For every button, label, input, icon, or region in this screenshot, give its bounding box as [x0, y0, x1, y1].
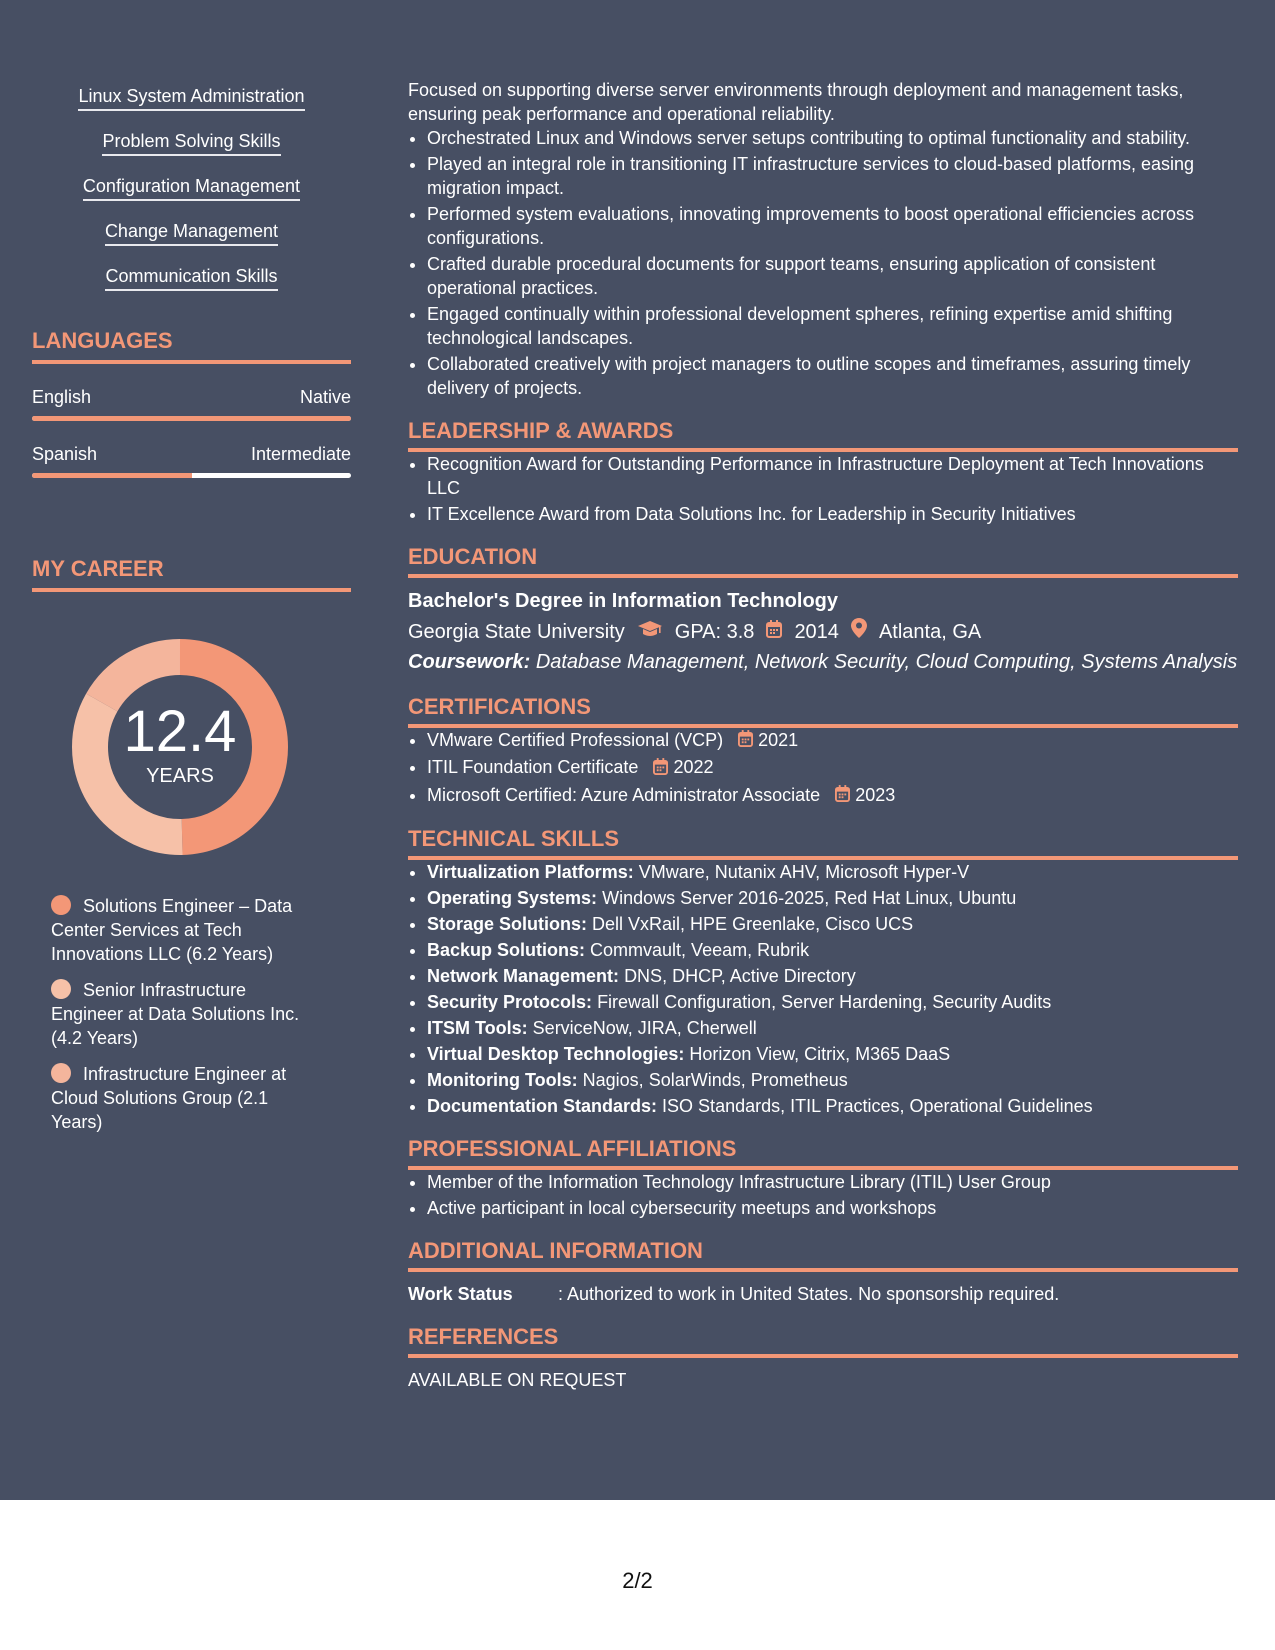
school-location: Atlanta, GA — [878, 621, 982, 643]
leadership-section — [408, 418, 1238, 526]
calendar-icon — [766, 618, 782, 646]
skill-values: Windows Server 2016-2025, Red Hat Linux, Ubuntu — [602, 887, 1017, 908]
affiliations-heading: PROFESSIONAL AFFILIATIONS — [408, 1136, 1238, 1170]
skill-values: Horizon View, Citrix, M365 DaaS — [689, 1043, 951, 1064]
work-status-label: Work Status — [408, 1283, 513, 1304]
affiliation-item: • Member of the Information Technology Infrastructure Library (ITIL) User Group — [427, 1170, 1238, 1194]
career-legend-item — [51, 1062, 321, 1134]
career-role-label: Infrastructure Engineer at Cloud Solutions Group (2.1 Years) — [51, 1064, 287, 1132]
additional-info-heading: ADDITIONAL INFORMATION — [408, 1238, 1238, 1272]
experience-bullets — [408, 126, 1238, 400]
career-legend — [51, 894, 321, 1134]
experience-bullet: • Performed system evaluations, innovating improvements to boost operational efficiencies across configurations. — [427, 202, 1238, 250]
affiliations-list — [408, 1170, 1238, 1220]
technical-skills-heading: TECHNICAL SKILLS — [408, 826, 1238, 860]
skill-values: ISO Standards, ITIL Practices, Operational Guidelines — [662, 1095, 1093, 1116]
right-column — [408, 78, 1238, 1392]
career-donut-chart — [65, 632, 295, 862]
skill-values: ServiceNow, JIRA, Cherwell — [532, 1017, 757, 1038]
leadership-heading: LEADERSHIP & AWARDS — [408, 418, 1238, 452]
certifications-section — [408, 694, 1238, 808]
degree-title: Bachelor's Degree in Information Technology — [408, 590, 839, 612]
skill-category: Storage Solutions: — [427, 913, 588, 934]
certification-year: 2021 — [758, 730, 799, 750]
skill-category: Backup Solutions: — [427, 939, 586, 960]
certification-year: 2022 — [673, 757, 714, 778]
skill-item — [32, 174, 351, 200]
skill-category: Documentation Standards: — [427, 1095, 658, 1116]
work-status-value: : Authorized to work in United States. No sponsorship required. — [558, 1283, 1060, 1304]
education-meta — [408, 618, 1238, 646]
references-section — [408, 1324, 1238, 1392]
experience-bullet: • Orchestrated Linux and Windows server setups contributing to optimal functionality and stability. — [427, 126, 1238, 150]
education-section — [408, 544, 1238, 676]
left-column — [32, 84, 351, 1146]
technical-skills-list — [408, 860, 1238, 1118]
career-heading: MY CAREER — [32, 556, 351, 592]
technical-skill-item — [427, 964, 1238, 988]
skill-category: Operating Systems: — [427, 887, 598, 908]
technical-skill-item — [427, 1016, 1238, 1040]
technical-skill-item — [427, 1094, 1238, 1118]
career-total-years: 12.4 — [123, 699, 237, 764]
certifications-heading: CERTIFICATIONS — [408, 694, 1238, 728]
career-role-label: Senior Infrastructure Engineer at Data Solutions Inc. (4.2 Years) — [51, 980, 300, 1048]
technical-skill-item — [427, 1042, 1238, 1066]
affiliation-item: • Active participant in local cybersecurity meetups and workshops — [427, 1196, 1238, 1220]
skill-category: ITSM Tools: — [427, 1017, 528, 1038]
technical-skill-item — [427, 860, 1238, 884]
leadership-list — [408, 452, 1238, 526]
language-level-bar — [32, 416, 351, 421]
skill-values: VMware, Nutanix AHV, Microsoft Hyper-V — [638, 861, 970, 882]
experience-bullet: • Engaged continually within professional development spheres, refining expertise amid shifting technological landscapes. — [427, 302, 1238, 350]
skill-item — [32, 264, 351, 290]
certification-name: Microsoft Certified: Azure Administrator Associate — [427, 784, 821, 805]
legend-dot-icon — [51, 979, 71, 999]
certification-name: VMware Certified Professional (VCP) — [427, 730, 724, 750]
career-legend-item — [51, 894, 321, 966]
experience-section — [408, 78, 1238, 400]
language-item — [32, 386, 351, 421]
skill-label: Communication Skills — [105, 264, 277, 291]
certification-item — [427, 728, 1238, 753]
skill-item — [32, 129, 351, 155]
skill-values: Dell VxRail, HPE Greenlake, Cisco UCS — [592, 913, 914, 934]
languages-section — [32, 328, 351, 478]
language-level-fill — [32, 416, 351, 421]
language-name: Spanish — [32, 444, 98, 464]
language-level-bar — [32, 473, 351, 478]
certifications-list — [408, 728, 1238, 808]
skill-category: Virtual Desktop Technologies: — [427, 1043, 685, 1064]
school-name: Georgia State University — [408, 621, 625, 643]
certification-name: ITIL Foundation Certificate — [427, 757, 639, 778]
language-level-fill — [32, 473, 192, 478]
technical-skill-item — [427, 938, 1238, 962]
calendar-icon — [653, 757, 668, 781]
references-heading: REFERENCES — [408, 1324, 1238, 1358]
skill-label: Linux System Administration — [78, 84, 304, 111]
coursework-label: Coursework: — [408, 651, 531, 673]
career-years-unit: YEARS — [146, 765, 214, 787]
education-heading: EDUCATION — [408, 544, 1238, 578]
career-section — [32, 556, 351, 1134]
certification-item — [427, 755, 1238, 780]
technical-skill-item — [427, 1068, 1238, 1092]
skill-values: Commvault, Veeam, Rubrik — [590, 939, 810, 960]
language-name: English — [32, 387, 92, 407]
technical-skill-item — [427, 912, 1238, 936]
certification-year: 2023 — [855, 784, 896, 805]
coursework — [408, 648, 1238, 676]
work-status-row — [408, 1282, 1238, 1306]
skill-category: Monitoring Tools: — [427, 1069, 578, 1090]
language-level: Intermediate — [250, 444, 351, 464]
experience-bullet: • Crafted durable procedural documents for support teams, ensuring application of consistent operational practices. — [427, 252, 1238, 300]
affiliations-section — [408, 1136, 1238, 1220]
skill-category: Security Protocols: — [427, 991, 593, 1012]
certification-item — [427, 783, 1238, 808]
career-role-label: Solutions Engineer – Data Center Services at Tech Innovations LLC (6.2 Years) — [51, 896, 293, 964]
technical-skill-item — [427, 886, 1238, 910]
coursework-value: Database Management, Network Security, Cloud Computing, Systems Analysis — [535, 651, 1238, 673]
experience-summary: Focused on supporting diverse server environments through deployment and management tasks, ensuring peak performance and operational reliability. — [408, 80, 1184, 124]
page-number: 2/2 — [622, 1568, 653, 1593]
language-item — [32, 443, 351, 478]
calendar-icon — [738, 729, 753, 753]
experience-bullet: • Played an integral role in transitioning IT infrastructure services to cloud-based platforms, easing migration impact. — [427, 152, 1238, 200]
skill-label: Change Management — [105, 219, 278, 246]
languages-heading: LANGUAGES — [32, 328, 351, 364]
legend-dot-icon — [51, 1063, 71, 1083]
skill-values: Nagios, SolarWinds, Prometheus — [582, 1069, 848, 1090]
experience-bullet: • Collaborated creatively with project managers to outline scopes and timeframes, assuring timely delivery of projects. — [427, 352, 1238, 400]
skill-values: Firewall Configuration, Server Hardening, Security Audits — [597, 991, 1052, 1012]
skill-category: Network Management: — [427, 965, 620, 986]
career-legend-item — [51, 978, 321, 1050]
legend-dot-icon — [51, 895, 71, 915]
skill-values: DNS, DHCP, Active Directory — [624, 965, 856, 986]
graduation-year: 2014 — [794, 621, 839, 643]
skill-category: Virtualization Platforms: — [427, 861, 634, 882]
graduation-cap-icon — [637, 618, 663, 646]
skills-list — [32, 84, 351, 290]
award-item: • Recognition Award for Outstanding Performance in Infrastructure Deployment at Tech Innovations LLC — [427, 452, 1238, 500]
location-pin-icon — [851, 618, 867, 646]
technical-skills-section — [408, 826, 1238, 1118]
skill-label: Problem Solving Skills — [102, 129, 280, 156]
skill-item — [32, 84, 351, 110]
references-text: AVAILABLE ON REQUEST — [408, 1369, 627, 1390]
skill-label: Configuration Management — [83, 174, 300, 201]
award-item: • IT Excellence Award from Data Solutions Inc. for Leadership in Security Initiatives — [427, 502, 1238, 526]
calendar-icon — [835, 784, 850, 808]
technical-skill-item — [427, 990, 1238, 1014]
additional-info-section — [408, 1238, 1238, 1306]
language-level: Native — [299, 387, 351, 407]
skill-item — [32, 219, 351, 245]
gpa: GPA: 3.8 — [674, 621, 755, 643]
